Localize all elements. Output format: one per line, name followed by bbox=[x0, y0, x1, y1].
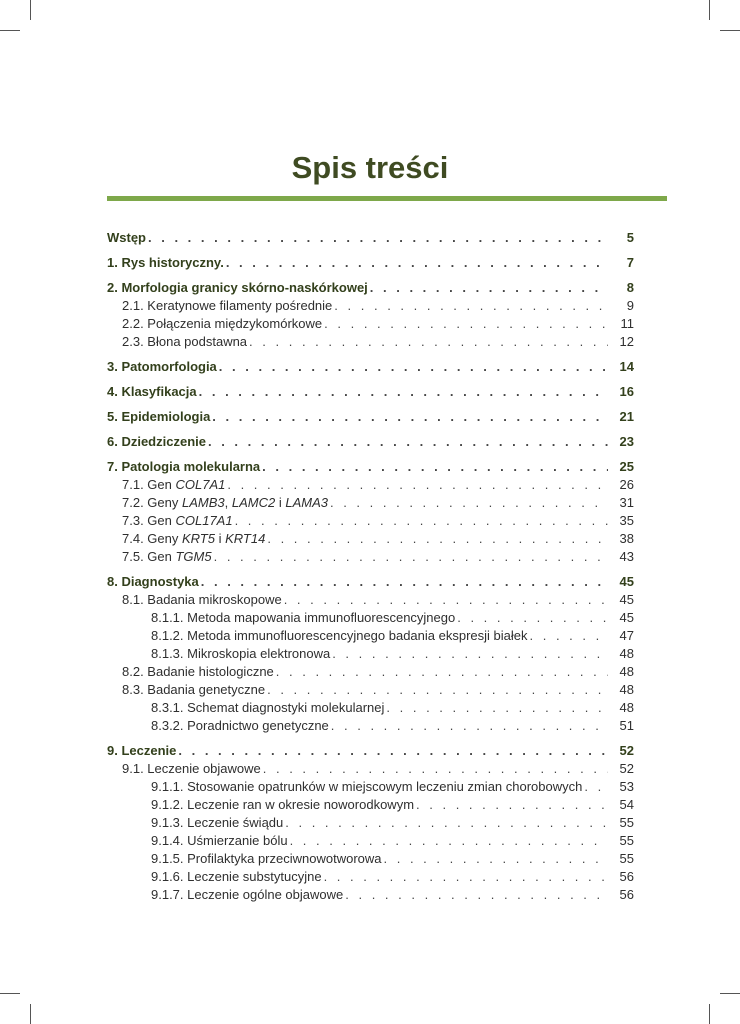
dot-leader bbox=[199, 383, 608, 401]
title-text: 7.2. Geny bbox=[122, 495, 182, 510]
crop-mark-top-right-v bbox=[709, 0, 710, 20]
page-number: 56 bbox=[619, 887, 634, 902]
page-number: 48 bbox=[619, 682, 634, 697]
title-text: 2.3. Błona podstawna bbox=[122, 334, 248, 349]
page-number: 52 bbox=[619, 761, 634, 776]
gene-name: KRT5 bbox=[181, 531, 215, 546]
toc-entry-title bbox=[151, 778, 582, 796]
dot-leader bbox=[178, 742, 608, 760]
toc-entry-title bbox=[122, 494, 328, 512]
toc-entry[interactable] bbox=[107, 494, 634, 512]
dot-leader bbox=[262, 458, 608, 476]
page-number: 14 bbox=[619, 359, 634, 374]
gene-name: TGM5 bbox=[175, 549, 212, 564]
toc-entry[interactable] bbox=[107, 886, 634, 904]
toc-entry[interactable] bbox=[107, 591, 634, 609]
toc-entry-title bbox=[151, 868, 322, 886]
toc-entry[interactable] bbox=[107, 512, 634, 530]
page-number: 48 bbox=[619, 700, 634, 715]
page-number: 16 bbox=[619, 384, 634, 399]
dot-leader bbox=[214, 548, 608, 566]
dot-leader bbox=[148, 229, 608, 247]
title-text: Wstęp bbox=[107, 230, 146, 245]
toc-entry[interactable] bbox=[107, 229, 634, 247]
toc-entry-title bbox=[107, 229, 146, 247]
title-text: 9.1.5. Profilaktyka przeciwnowotworowa bbox=[151, 851, 382, 866]
toc-entry-title bbox=[107, 433, 206, 451]
toc-entry[interactable] bbox=[107, 279, 634, 297]
dot-leader bbox=[345, 886, 608, 904]
toc-entry-title bbox=[122, 760, 261, 778]
dot-leader bbox=[324, 868, 608, 886]
title-text: 8.2. Badanie histologiczne bbox=[122, 664, 274, 679]
crop-mark-top-right-h bbox=[720, 30, 740, 31]
page-number: 55 bbox=[619, 815, 634, 830]
toc-entry[interactable] bbox=[107, 333, 634, 351]
title-text: , bbox=[224, 495, 232, 510]
dot-leader bbox=[331, 717, 608, 735]
title-text: 8.3.2. Poradnictwo genetyczne bbox=[151, 718, 329, 733]
page-number: 23 bbox=[619, 434, 634, 449]
toc-entry-title bbox=[122, 591, 282, 609]
dot-leader bbox=[290, 832, 608, 850]
page-number: 11 bbox=[620, 316, 634, 331]
crop-mark-top-left-v bbox=[30, 0, 31, 20]
dot-leader bbox=[386, 699, 608, 717]
title-text: 7.4. Geny bbox=[122, 531, 182, 546]
title-text: 7.1. Gen bbox=[122, 477, 176, 492]
title-text: 2. Morfologia granicy skórno-naskórkowej bbox=[107, 280, 368, 295]
toc-entry-title bbox=[122, 548, 212, 566]
toc-entry[interactable] bbox=[107, 254, 634, 272]
title-text: 1. Rys historyczny. bbox=[107, 255, 224, 270]
gene-name: LAMB3 bbox=[181, 495, 225, 510]
toc-entry-title bbox=[122, 476, 225, 494]
toc-entry-title bbox=[107, 254, 224, 272]
page-number: 31 bbox=[619, 495, 634, 510]
toc-entry[interactable] bbox=[107, 627, 634, 645]
page-number: 43 bbox=[619, 549, 634, 564]
toc-entry[interactable] bbox=[107, 548, 634, 566]
dot-leader bbox=[201, 573, 608, 591]
title-text: 6. Dziedziczenie bbox=[107, 434, 206, 449]
page-number: 51 bbox=[619, 718, 634, 733]
toc-entry[interactable] bbox=[107, 850, 634, 868]
toc-entry[interactable] bbox=[107, 663, 634, 681]
toc-entry[interactable] bbox=[107, 717, 634, 735]
gene-name: LAMA3 bbox=[285, 495, 328, 510]
title-text: 3. Patomorfologia bbox=[107, 359, 217, 374]
page-number: 53 bbox=[619, 779, 634, 794]
title-text: i bbox=[275, 495, 286, 510]
dot-leader bbox=[330, 494, 608, 512]
toc-entry-title bbox=[107, 458, 260, 476]
page-number: 56 bbox=[619, 869, 634, 884]
page-number: 38 bbox=[619, 531, 634, 546]
table-of-contents bbox=[107, 229, 634, 904]
page-number: 35 bbox=[619, 513, 634, 528]
toc-entry-title bbox=[122, 681, 265, 699]
dot-leader bbox=[263, 760, 608, 778]
toc-entry[interactable] bbox=[107, 315, 634, 333]
title-rule bbox=[107, 196, 667, 201]
title-text: i bbox=[214, 531, 226, 546]
toc-entry-title bbox=[151, 627, 528, 645]
toc-entry[interactable] bbox=[107, 476, 634, 494]
toc-entry-title bbox=[122, 315, 322, 333]
toc-entry[interactable] bbox=[107, 645, 634, 663]
page-number: 48 bbox=[619, 646, 634, 661]
dot-leader bbox=[284, 591, 608, 609]
title-text: 5. Epidemiologia bbox=[107, 409, 211, 424]
toc-entry[interactable] bbox=[107, 297, 634, 315]
page-number: 7 bbox=[626, 255, 634, 270]
dot-leader bbox=[267, 681, 608, 699]
page-number: 55 bbox=[619, 851, 634, 866]
dot-leader bbox=[219, 358, 608, 376]
dot-leader bbox=[227, 476, 608, 494]
toc-entry[interactable] bbox=[107, 742, 634, 760]
title-text: 8.3.1. Schemat diagnostyki molekularnej bbox=[151, 700, 385, 715]
title-text: 8.1.3. Mikroskopia elektronowa bbox=[151, 646, 331, 661]
dot-leader bbox=[276, 663, 608, 681]
toc-entry-title bbox=[151, 832, 288, 850]
title-text: 4. Klasyfikacja bbox=[107, 384, 197, 399]
title-text: 8.1.2. Metoda immunofluorescencyjnego badania ekspresji białek bbox=[151, 628, 528, 643]
toc-entry-title bbox=[151, 609, 455, 627]
page-number: 48 bbox=[619, 664, 634, 679]
page-number: 52 bbox=[619, 743, 634, 758]
title-text: 9. Leczenie bbox=[107, 743, 177, 758]
toc-entry[interactable] bbox=[107, 868, 634, 886]
toc-entry[interactable] bbox=[107, 530, 634, 548]
title-text: 9.1.4. Uśmierzanie bólu bbox=[151, 833, 288, 848]
page-number: 55 bbox=[619, 833, 634, 848]
dot-leader bbox=[334, 297, 608, 315]
gene-name: LAMC2 bbox=[231, 495, 276, 510]
title-text: 9.1.1. Stosowanie opatrunków w miejscowym leczeniu zmian chorobowych bbox=[151, 779, 583, 794]
dot-leader bbox=[208, 433, 608, 451]
page-number: 8 bbox=[626, 280, 634, 295]
crop-mark-top-left-h bbox=[0, 30, 20, 31]
gene-name: KRT14 bbox=[225, 531, 266, 546]
toc-entry-title bbox=[151, 796, 414, 814]
title-text: 8. Diagnostyka bbox=[107, 574, 199, 589]
title-text: 7. Patologia molekularna bbox=[107, 459, 261, 474]
page-number: 9 bbox=[626, 298, 634, 313]
title-text: 9.1. Leczenie objawowe bbox=[122, 761, 261, 776]
toc-entry[interactable] bbox=[107, 699, 634, 717]
dot-leader bbox=[267, 530, 608, 548]
title-text: 8.1.1. Metoda mapowania immunofluorescencyjnego bbox=[151, 610, 456, 625]
dot-leader bbox=[370, 279, 608, 297]
title-text: 2.1. Keratynowe filamenty pośrednie bbox=[122, 298, 333, 313]
page-number: 26 bbox=[619, 477, 634, 492]
toc-entry[interactable] bbox=[107, 760, 634, 778]
title-text: 7.3. Gen bbox=[122, 513, 176, 528]
toc-entry-title bbox=[151, 850, 382, 868]
toc-entry-title bbox=[151, 886, 343, 904]
page-number: 21 bbox=[619, 409, 634, 424]
title-text: 9.1.2. Leczenie ran w okresie noworodkowym bbox=[151, 797, 415, 812]
toc-entry-title bbox=[122, 512, 233, 530]
title-text: 2.2. Połączenia międzykomórkowe bbox=[122, 316, 323, 331]
toc-entry-title bbox=[151, 699, 384, 717]
toc-entry[interactable] bbox=[107, 681, 634, 699]
title-text: 8.1. Badania mikroskopowe bbox=[122, 592, 282, 607]
toc-entry-title bbox=[107, 279, 368, 297]
toc-entry-title bbox=[107, 742, 176, 760]
dot-leader bbox=[285, 814, 608, 832]
toc-entry-title bbox=[151, 814, 283, 832]
toc-entry-title bbox=[151, 645, 330, 663]
dot-leader bbox=[324, 315, 608, 333]
page-number: 45 bbox=[619, 592, 634, 607]
toc-entry-title bbox=[122, 530, 265, 548]
title-text: 8.3. Badania genetyczne bbox=[122, 682, 266, 697]
toc-entry-title bbox=[122, 297, 332, 315]
toc-entry[interactable] bbox=[107, 778, 634, 796]
toc-entry[interactable] bbox=[107, 433, 634, 451]
toc-entry[interactable] bbox=[107, 383, 634, 401]
toc-entry[interactable] bbox=[107, 609, 634, 627]
toc-entry-title bbox=[107, 358, 217, 376]
toc-entry-title bbox=[107, 408, 210, 426]
dot-leader bbox=[235, 512, 608, 530]
dot-leader bbox=[332, 645, 608, 663]
crop-mark-bottom-right-v bbox=[709, 1004, 710, 1024]
dot-leader bbox=[384, 850, 609, 868]
page-title: Spis treści bbox=[291, 150, 449, 185]
toc-entry[interactable] bbox=[107, 408, 634, 426]
toc-entry[interactable] bbox=[107, 358, 634, 376]
toc-entry-title bbox=[122, 333, 247, 351]
dot-leader bbox=[416, 796, 608, 814]
title-text: 9.1.3. Leczenie świądu bbox=[151, 815, 284, 830]
toc-entry[interactable] bbox=[107, 796, 634, 814]
page-number: 45 bbox=[619, 610, 634, 625]
toc-entry-title bbox=[107, 573, 199, 591]
title-text: 9.1.7. Leczenie ogólne objawowe bbox=[151, 887, 344, 902]
title-text: 7.5. Gen bbox=[122, 549, 176, 564]
dot-leader bbox=[530, 627, 609, 645]
toc-entry[interactable] bbox=[107, 458, 634, 476]
title-text: 9.1.6. Leczenie substytucyjne bbox=[151, 869, 322, 884]
gene-name: COL17A1 bbox=[175, 513, 233, 528]
page-number: 47 bbox=[619, 628, 634, 643]
page-number: 25 bbox=[619, 459, 634, 474]
page-number: 54 bbox=[619, 797, 634, 812]
crop-mark-bottom-left-h bbox=[0, 993, 20, 994]
dot-leader bbox=[457, 609, 608, 627]
toc-entry-title bbox=[122, 663, 274, 681]
dot-leader bbox=[212, 408, 608, 426]
gene-name: COL7A1 bbox=[175, 477, 226, 492]
toc-entry-title bbox=[151, 717, 329, 735]
toc-entry[interactable] bbox=[107, 814, 634, 832]
dot-leader bbox=[226, 254, 608, 272]
page-number: 12 bbox=[619, 334, 634, 349]
toc-entry[interactable] bbox=[107, 573, 634, 591]
crop-mark-bottom-left-v bbox=[30, 1004, 31, 1024]
page-number: 45 bbox=[619, 574, 634, 589]
dot-leader bbox=[249, 333, 608, 351]
page-number: 5 bbox=[626, 230, 634, 245]
crop-mark-bottom-right-h bbox=[720, 993, 740, 994]
toc-entry[interactable] bbox=[107, 832, 634, 850]
toc-entry-title bbox=[107, 383, 197, 401]
dot-leader bbox=[584, 778, 608, 796]
